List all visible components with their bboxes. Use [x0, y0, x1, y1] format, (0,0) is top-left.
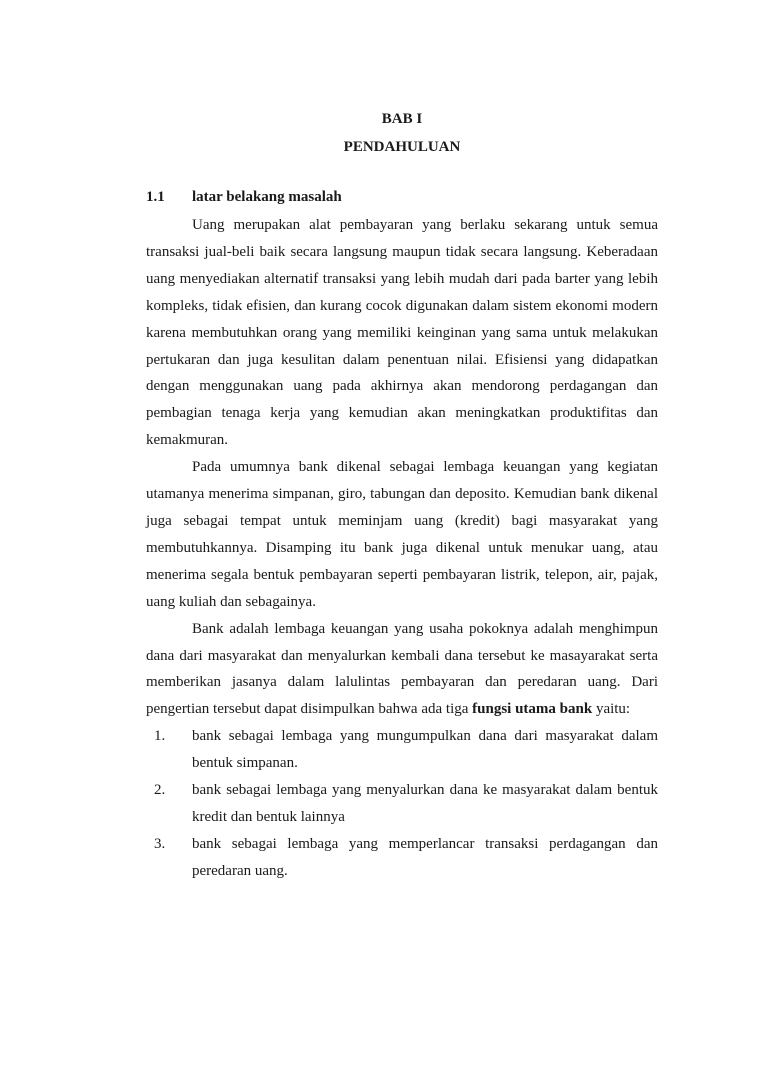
section-title: latar belakang masalah — [192, 189, 342, 205]
bank-functions-list — [146, 723, 658, 884]
section-number: 1.1 — [146, 189, 165, 205]
chapter-title: PENDAHULUAN — [343, 139, 461, 155]
list-item-text: bank sebagai lembaga yang memperlancar transaksi perdagangan dan peredaran uang. — [192, 835, 658, 879]
paragraph-bank-definition — [146, 616, 658, 724]
bank-functions-emphasis: fungsi utama bank — [472, 701, 593, 718]
paragraph-money: Uang merupakan alat pembayaran yang berlaku sekarang untuk semua transaksi jual-beli baik secara langsung maupun tidak secara langsung. Keberadaan uang menyediakan alternatif transaksi yang lebih mudah dari pada barter yang lebih kompleks, tidak efisien, dan kurang cocok digunakan dalam sistem ekonomi modern karena membutuhkan orang yang memiliki keinginan yang sama untuk melakukan pertukaran dan juga kesulitan dalam penentuan nilai. Efisiensi yang didapatkan dengan menggunakan uang pada akhirnya akan mendorong perdagangan dan pembagian tenaga kerja yang kemudian akan meningkatkan produktifitas dan kemakmuran. — [146, 217, 658, 449]
paragraph-bank-general: Pada umumnya bank dikenal sebagai lembaga keuangan yang kegiatan utamanya menerima simpanan, giro, tabungan dan deposito. Kemudian bank dikenal juga sebagai tempat untuk meminjam uang (kredit) bagi masyarakat yang membutuhkannya. Disamping itu bank juga dikenal untuk menukar uang, atau menerima segala bentuk pembayaran seperti pembayaran listrik, telepon, air, pajak, uang kuliah dan sebagainya. — [146, 459, 658, 610]
paragraph-bank-definition-start: Bank adalah lembaga keuangan yang usaha pokoknya adalah menghimpun dana dari masyarakat dan menyalurkan kembali dana tersebut ke masayarakat serta memberikan jasanya dalam lalulintas pembayaran dan peredaran uang. Dari pengertian tersebut dapat disimpulkan bahwa ada tiga — [146, 620, 658, 718]
list-item — [146, 777, 658, 831]
list-item-number: 3. — [154, 835, 166, 852]
body-text — [146, 212, 658, 885]
list-item-number: 2. — [154, 782, 166, 799]
section-heading — [146, 187, 342, 207]
chapter-label: BAB I — [381, 111, 423, 127]
list-item-number: 1. — [154, 728, 166, 745]
list-item-text: bank sebagai lembaga yang menyalurkan dana ke masyarakat dalam bentuk kredit dan bentuk lainnya — [192, 782, 658, 825]
list-item — [146, 723, 658, 777]
list-item-text: bank sebagai lembaga yang mungumpulkan dana dari masyarakat dalam bentuk simpanan. — [192, 728, 658, 772]
list-item — [146, 831, 658, 885]
paragraph-bank-definition-end: yaitu: — [595, 701, 631, 718]
